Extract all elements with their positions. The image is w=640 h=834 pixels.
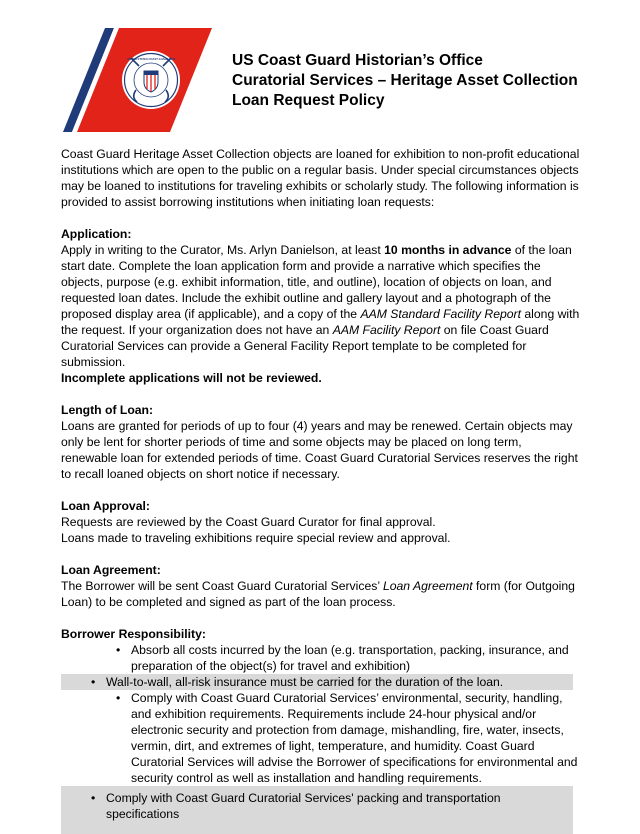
responsibility-section	[61, 626, 581, 834]
intro-paragraph: Coast Guard Heritage Asset Collection objects are loaned for exhibition to non-profit educational institutions which are open to the public on a regular basis. Under special circumstances objects may be loaned to institutions for traveling exhibits or scholarly study. The following information is provided to assist borrowing institutions when initiating loan requests:	[61, 147, 580, 209]
title-block	[232, 51, 578, 111]
agreement-text-part: form (for Outgoing Loan) to be completed and signed as part of the loan process.	[61, 579, 575, 609]
application-section	[61, 226, 581, 386]
coast-guard-logo	[62, 28, 214, 132]
agreement-text-part: The Borrower will be sent Coast Guard Curatorial Services’	[61, 579, 383, 593]
list-item	[61, 690, 581, 786]
application-deadline: 10 months in advance	[384, 243, 512, 257]
approval-line-1: Requests are reviewed by the Coast Guard Curator for final approval.	[61, 515, 436, 529]
title-line-1: US Coast Guard Historian’s Office	[232, 52, 483, 69]
approval-line-2: Loans made to traveling exhibitions require special review and approval.	[61, 531, 451, 545]
coast-guard-seal	[122, 51, 180, 109]
application-text-part: on file Coast Guard Curatorial Services can provide a General Facility Report template to be completed for submission.	[61, 323, 549, 369]
list-item-text: Wall-to-wall, all-risk insurance must be carried for the duration of the loan.	[106, 675, 504, 689]
list-item-highlighted	[61, 786, 573, 834]
list-item-text: Absorb all costs incurred by the loan (e.g. transportation, packing, insurance, and preparation of the object(s) for travel and exhibition)	[131, 643, 569, 673]
aam-facility-report: AAM Facility Report	[332, 323, 441, 337]
application-text-part: of the loan start date. Complete the loan application form and provide a narrative which specifies the objects, purpose (e.g. exhibit information, title, and outline), location of objects on loan, and requested loan dates. Include the exhibit outline and gallery layout and a photograph of the proposed display area (if applicable), and a copy of the	[61, 243, 572, 321]
approval-heading: Loan Approval:	[61, 499, 150, 513]
application-text-part: Apply in writing to the Curator, Ms. Arlyn Danielson, at least	[61, 243, 385, 257]
list-item	[61, 642, 581, 674]
approval-section	[61, 498, 581, 546]
aam-standard-facility-report: AAM Standard Facility Report	[360, 307, 522, 321]
application-warning: Incomplete applications will not be reviewed.	[61, 371, 322, 385]
agreement-heading: Loan Agreement:	[61, 563, 161, 577]
application-text	[61, 242, 581, 370]
bullet-icon: •	[116, 691, 121, 705]
length-text: Loans are granted for periods of up to four (4) years and may be renewed. Certain objects may only be lent for shorter periods of time and some objects may be placed on long term, renewable loan for extended periods of time. Coast Guard Curatorial Services reserves the right to recall loaned objects on short notice if necessary.	[61, 419, 578, 481]
document-body	[61, 146, 581, 834]
list-item-highlighted	[61, 674, 573, 690]
responsibility-heading: Borrower Responsibility:	[61, 627, 206, 641]
bullet-icon: •	[91, 791, 96, 805]
agreement-section	[61, 562, 581, 610]
seal-text: UNITED STATES COAST GUARD 1790	[126, 58, 176, 61]
list-item-text: Comply with Coast Guard Curatorial Services' packing and transportation specifications	[106, 791, 501, 821]
application-heading: Application:	[61, 227, 132, 241]
length-heading: Length of Loan:	[61, 403, 154, 417]
responsibility-list	[61, 642, 581, 834]
title-line-2: Curatorial Services – Heritage Asset Collection	[232, 72, 578, 89]
length-section	[61, 402, 581, 482]
agreement-text	[61, 578, 581, 610]
bullet-icon: •	[91, 675, 96, 689]
loan-agreement-form: Loan Agreement	[382, 579, 473, 593]
bullet-icon: •	[116, 643, 121, 657]
application-text-part: along with the request. If your organization does not have an	[61, 307, 580, 337]
title-line-3: Loan Request Policy	[232, 92, 385, 109]
list-item-text: Comply with Coast Guard Curatorial Services’ environmental, security, handling, and exhibition requirements. Requirements include 24-hour physical and/or electronic security and protection from damage, mishandling, fire, water, insects, vermin, dirt, and extremes of light, temperature, and humidity. Coast Guard Curatorial Services will advise the Borrower of specifications for environmental and security control as well as installation and handling requirements.	[131, 691, 578, 785]
